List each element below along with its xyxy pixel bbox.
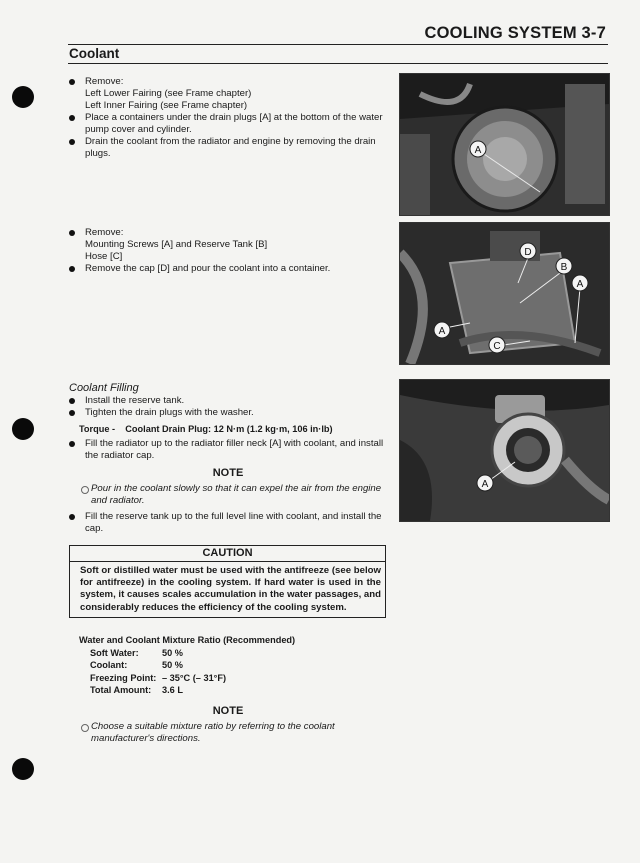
list-item: Remove:	[69, 227, 387, 239]
binder-hole	[12, 418, 34, 440]
mixture-title: Water and Coolant Mixture Ratio (Recommended)	[79, 635, 296, 645]
table-row: Soft Water: 50 %	[90, 647, 183, 658]
caution-box	[69, 545, 386, 618]
sub-item: Left Inner Fairing (see Frame chapter)	[85, 100, 248, 111]
photo-radiator-neck	[399, 379, 610, 522]
filling-instructions	[69, 382, 387, 462]
callout-label: D	[524, 247, 532, 258]
table-row: Coolant: 50 %	[90, 660, 183, 670]
mixture-table	[79, 634, 295, 697]
sub-item: Hose [C]	[85, 251, 123, 262]
photo-drain-plug	[399, 73, 610, 216]
list-item: Remove:	[69, 76, 387, 88]
table-row: Freezing Point: – 35°C (– 31°F)	[90, 672, 227, 683]
binder-hole	[12, 758, 34, 780]
sub-item: Left Lower Fairing (see Frame chapter)	[85, 88, 252, 99]
subsection-title: Coolant Filling	[69, 382, 139, 394]
chapter-title: COOLING SYSTEM 3-7	[424, 24, 606, 42]
note-text: Choose a suitable mixture ratio by referring to the coolant manufacturer's directions.	[79, 721, 385, 745]
table-row: Total Amount: 3.6 L	[90, 685, 183, 695]
section-title: Coolant	[69, 46, 120, 61]
torque-spec: Torque - Coolant Drain Plug: 12 N·m (1.2 kg·m, 106 in·lb)	[79, 424, 333, 434]
reserve-tank-instructions	[69, 227, 387, 275]
list-item: Remove the cap [D] and pour the coolant into a container.	[69, 263, 387, 275]
callout-label: C	[493, 341, 501, 352]
callout-label: A	[438, 326, 446, 337]
page-header	[68, 22, 608, 45]
note-heading: NOTE	[212, 467, 244, 479]
callout-label: A	[474, 145, 482, 156]
list-item: Fill the reserve tank up to the full level line with coolant, and install the cap.	[69, 511, 387, 535]
caution-title: CAUTION	[70, 546, 385, 562]
list-item: Tighten the drain plugs with the washer.	[69, 407, 387, 419]
binder-hole	[12, 86, 34, 108]
photo-reserve-tank	[399, 222, 610, 365]
drain-instructions	[69, 76, 387, 160]
callout-label: B	[560, 262, 568, 273]
caution-text: Soft or distilled water must be used with the antifreeze (see below for antifreeze) in the cooling system. If hard water is used in the system, it causes scales accumulation in the water passages, and considerably reduces the efficiency of the cooling system.	[80, 565, 381, 613]
sub-item: Mounting Screws [A] and Reserve Tank [B]	[85, 239, 268, 250]
list-item: Place a containers under the drain plugs [A] at the bottom of the water pump cover and cylinder.	[69, 112, 387, 136]
callout-label: A	[481, 479, 489, 490]
callout-label: A	[576, 279, 584, 290]
note-heading: NOTE	[212, 705, 244, 717]
list-item: Drain the coolant from the radiator and engine by removing the drain plugs.	[69, 136, 387, 160]
list-item: Fill the radiator up to the radiator filler neck [A] with coolant, and install the radiator cap.	[69, 438, 387, 462]
list-item: Install the reserve tank.	[69, 395, 387, 407]
section-header	[68, 45, 608, 64]
note-text: Pour in the coolant slowly so that it can expel the air from the engine and radiator.	[79, 483, 385, 507]
